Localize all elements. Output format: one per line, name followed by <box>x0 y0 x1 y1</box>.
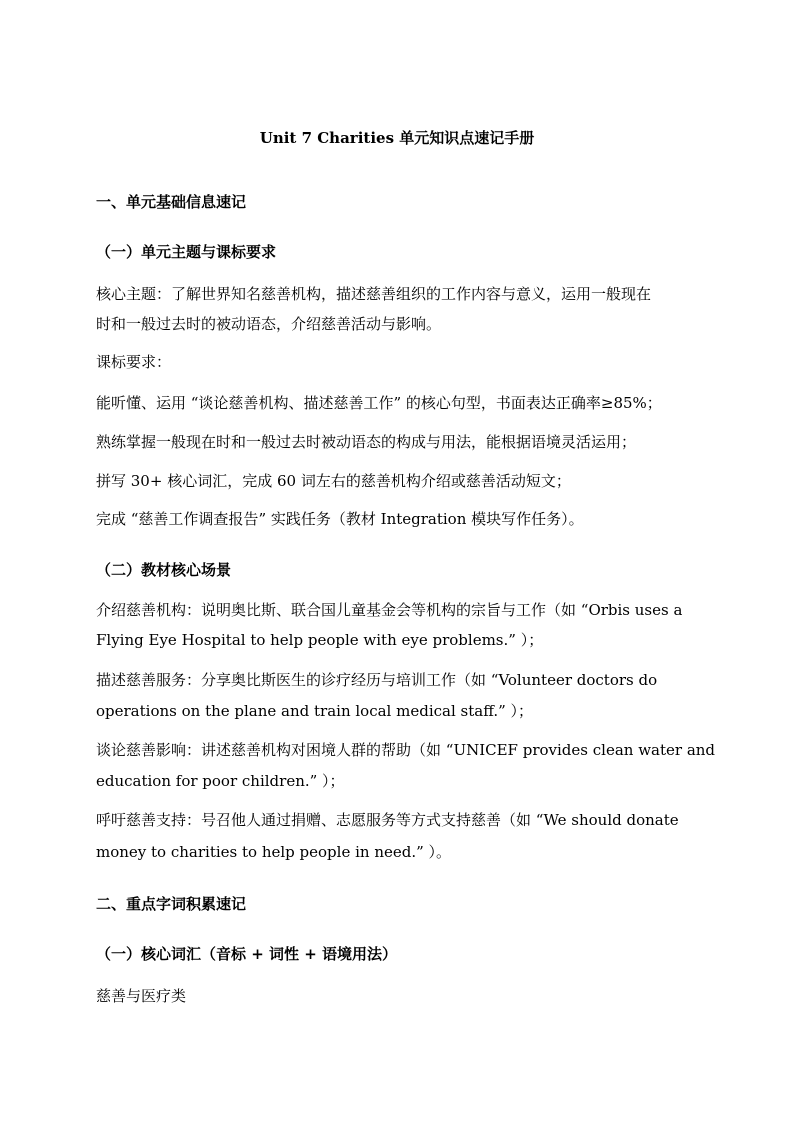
scene-1-line-2: Flying Eye Hospital to help people with eye problems.” ）； <box>96 631 544 649</box>
section-heading-vocabulary: 二、重点字词积累速记 <box>96 895 247 913</box>
paragraph-theme-line-2: 时和一般过去时的被动语态，介绍慈善活动与影响。 <box>96 315 442 333</box>
requirements-label: 课标要求： <box>96 353 172 371</box>
section-heading-basic-info: 一、单元基础信息速记 <box>96 193 247 211</box>
document-title: Unit 7 Charities 单元知识点速记手册 <box>259 129 535 147</box>
scene-3-line-2: education for poor children.” ）； <box>96 772 345 790</box>
scene-1-line-1: 介绍慈善机构：说明奥比斯、联合国儿童基金会等机构的宗旨与工作（如 “Orbis uses a <box>96 601 683 619</box>
vocab-category-label: 慈善与医疗类 <box>96 987 187 1005</box>
scene-3-line-1: 谈论慈善影响：讲述慈善机构对困境人群的帮助（如 “UNICEF provides clean water and <box>96 741 716 759</box>
scene-4-line-1: 呼吁慈善支持：号召他人通过捐赠、志愿服务等方式支持慈善（如 “We should donate <box>96 811 679 829</box>
scene-4-line-2: money to charities to help people in need.” ）。 <box>96 843 452 861</box>
requirement-item-3: 拼写 30+ 核心词汇，完成 60 词左右的慈善机构介绍或慈善活动短文； <box>96 472 571 490</box>
requirement-item-1: 能听懂、运用 “谈论慈善机构、描述慈善工作” 的核心句型，书面表达正确率≥85%； <box>96 394 662 412</box>
scene-2-line-1: 描述慈善服务：分享奥比斯医生的诊疗经历与培训工作（如 “Volunteer doctors do <box>96 671 658 689</box>
scene-2-line-2: operations on the plane and train local medical staff.” ）； <box>96 702 534 720</box>
subsection-heading-core-vocab: （一）核心词汇（音标 + 词性 + 语境用法） <box>96 945 398 963</box>
requirement-item-2: 熟练掌握一般现在时和一般过去时被动语态的构成与用法，能根据语境灵活运用； <box>96 433 637 451</box>
subsection-heading-scenes: （二）教材核心场景 <box>96 561 232 579</box>
subsection-heading-theme: （一）单元主题与课标要求 <box>96 243 277 261</box>
requirement-item-4: 完成 “慈善工作调查报告” 实践任务（教材 Integration 模块写作任务）。 <box>96 510 584 528</box>
paragraph-theme-line-1: 核心主题：了解世界知名慈善机构，描述慈善组织的工作内容与意义，运用一般现在 <box>96 285 652 303</box>
